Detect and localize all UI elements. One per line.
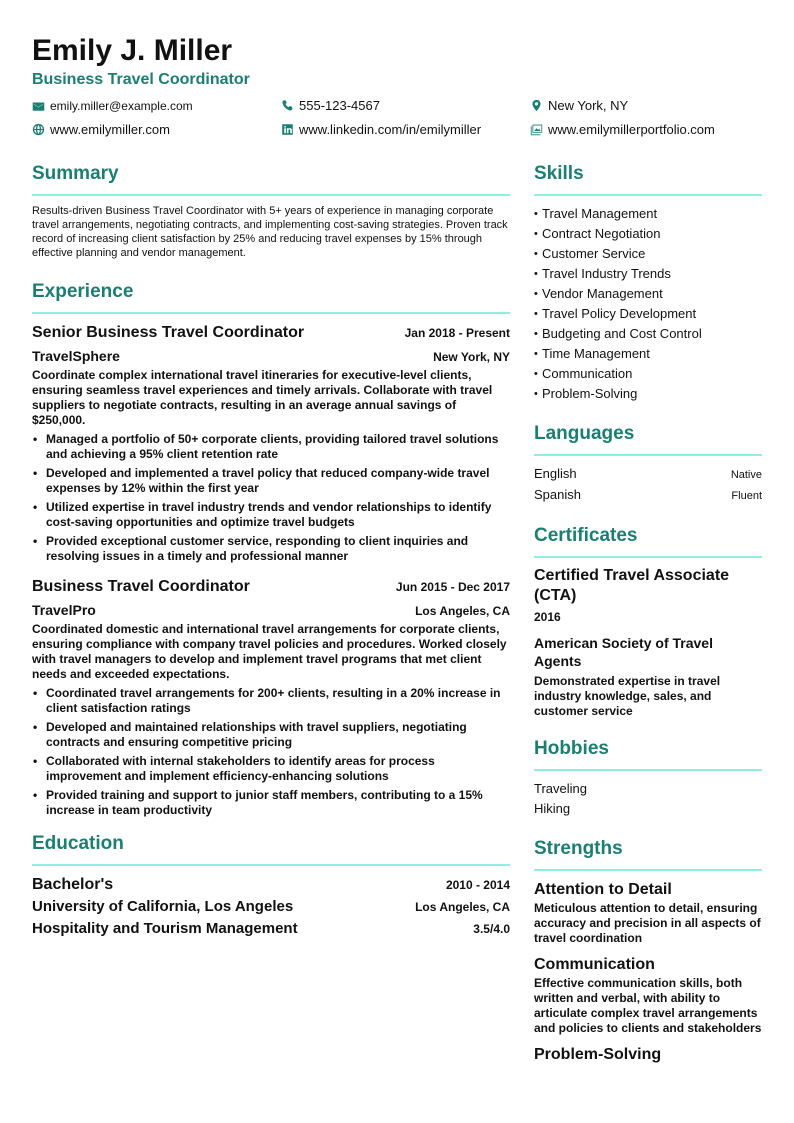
job-location: New York, NY <box>433 350 510 364</box>
job-location: Los Angeles, CA <box>415 604 510 618</box>
job-date: Jan 2018 - Present <box>404 326 510 340</box>
job-description: Coordinated domestic and international travel arrangements for corporate clients, ensuring compliance with company travel policies and procedures. Worked closely with travel managers to develop and implement travel programs that met client needs and exceeded expectations. <box>32 622 507 681</box>
job-bullet: • Coordinated travel arrangements for 200+ clients, resulting in a 20% increase in client satisfaction ratings <box>32 686 510 716</box>
location-text: New York, NY <box>548 98 629 113</box>
skills-list <box>534 204 762 404</box>
website-text: www.emilymiller.com <box>50 122 170 137</box>
job-entry <box>32 322 510 564</box>
job-bullets <box>32 432 510 564</box>
language-item <box>534 464 762 485</box>
job-bullet: • Managed a portfolio of 50+ corporate clients, providing tailored travel solutions and achieving a 95% client retention rate <box>32 432 510 462</box>
phone-text: 555-123-4567 <box>299 98 380 113</box>
education-years: 2010 - 2014 <box>445 878 510 892</box>
contact-email[interactable] <box>32 99 193 113</box>
map-pin-icon <box>530 99 543 112</box>
certificates-heading: Certificates <box>534 522 762 558</box>
certificate-issuer: American Society of Travel Agents <box>534 635 713 669</box>
skill-item: • Travel Policy Development <box>534 304 762 324</box>
hobbies-heading: Hobbies <box>534 735 762 771</box>
globe-icon <box>32 123 45 136</box>
certificate-description: Demonstrated expertise in travel industry knowledge, sales, and customer service <box>534 674 721 718</box>
job-bullets <box>32 686 510 818</box>
language-level: Fluent <box>731 490 762 502</box>
education-gpa: 3.5/4.0 <box>473 922 510 936</box>
job-entry <box>32 576 510 818</box>
skill-item: • Budgeting and Cost Control <box>534 324 762 344</box>
skill-item: • Customer Service <box>534 244 762 264</box>
education-location: Los Angeles, CA <box>415 900 510 914</box>
language-item <box>534 485 762 506</box>
contact-linkedin[interactable] <box>281 122 481 137</box>
certificate-name: Certified Travel Associate (CTA) <box>534 567 730 604</box>
language-name: Spanish <box>534 487 581 502</box>
education-degree: Bachelor's <box>32 876 114 893</box>
skill-item: • Contract Negotiation <box>534 224 762 244</box>
skill-item: • Problem-Solving <box>534 384 762 404</box>
candidate-name: Emily J. Miller <box>32 34 233 67</box>
resume-header <box>32 32 762 90</box>
language-name: English <box>534 466 577 481</box>
job-bullet: • Provided training and support to junior staff members, contributing to a 15% increase in team productivity <box>32 788 510 818</box>
strengths-heading: Strengths <box>534 835 762 871</box>
linkedin-icon <box>281 123 294 136</box>
job-bullet: • Developed and implemented a travel policy that reduced company-wide travel expenses by 12% within the first year <box>32 466 510 496</box>
summary-heading: Summary <box>32 160 510 196</box>
job-bullet: • Collaborated with internal stakeholders to identify areas for process improvement and implement efficiency-enhancing solutions <box>32 754 510 784</box>
strength-title: Problem-Solving <box>534 1046 662 1063</box>
hobby-item: Traveling <box>534 781 587 796</box>
contact-phone[interactable] <box>281 98 380 113</box>
job-date: Jun 2015 - Dec 2017 <box>395 580 510 594</box>
strength-title: Communication <box>534 956 655 973</box>
skill-item: • Travel Industry Trends <box>534 264 762 284</box>
strength-title: Attention to Detail <box>534 881 672 898</box>
strength-description: Effective communication skills, both written and verbal, with ability to articulate complex travel arrangements and policies to clients and stakeholders <box>534 976 762 1035</box>
portfolio-icon <box>530 123 543 136</box>
skills-heading: Skills <box>534 160 762 196</box>
education-school: University of California, Los Angeles <box>32 898 294 915</box>
skill-item: • Travel Management <box>534 204 762 224</box>
skill-item: • Time Management <box>534 344 762 364</box>
job-company: TravelSphere <box>32 348 120 364</box>
languages-heading: Languages <box>534 420 762 456</box>
candidate-role: Business Travel Coordinator <box>32 71 250 88</box>
skill-item: • Vendor Management <box>534 284 762 304</box>
job-title: Senior Business Travel Coordinator <box>32 324 305 341</box>
hobby-item: Hiking <box>534 801 571 816</box>
job-title: Business Travel Coordinator <box>32 578 250 595</box>
job-company: TravelPro <box>32 602 96 618</box>
contact-location <box>530 98 628 113</box>
education-field: Hospitality and Tourism Management <box>32 920 298 937</box>
email-icon <box>32 100 45 113</box>
left-column <box>32 160 510 940</box>
skill-item: • Communication <box>534 364 762 384</box>
job-description: Coordinate complex international travel itineraries for executive-level clients, ensuring seamless travel experiences and timely arrivals. Collaborate with travel suppliers to negotiate contracts, resulting in an average annual savings of $250,000. <box>32 368 493 427</box>
job-bullet: • Provided exceptional customer service, responding to client inquiries and resolving issues in a timely and professional manner <box>32 534 510 564</box>
certificate-year: 2016 <box>534 610 561 624</box>
linkedin-text: www.linkedin.com/in/emilymiller <box>299 122 482 137</box>
summary-text: Results-driven Business Travel Coordinator with 5+ years of experience in managing corporate travel arrangements, negotiating contracts, and implementing cost-saving strategies. Proven track record of increasing client satisfaction by 25% and reducing travel expenses by 15% through effective planning and vendor management. <box>32 205 508 259</box>
education-heading: Education <box>32 830 510 866</box>
email-text: emily.miller@example.com <box>50 99 193 113</box>
portfolio-text: www.emilymillerportfolio.com <box>548 122 715 137</box>
job-bullet: • Developed and maintained relationships with travel suppliers, negotiating contracts and ensuring competitive pricing <box>32 720 510 750</box>
experience-heading: Experience <box>32 278 510 314</box>
strength-description: Meticulous attention to detail, ensuring accuracy and precision in all aspects of travel coordination <box>534 901 761 945</box>
right-column <box>534 160 762 1066</box>
job-bullet: • Utilized expertise in travel industry trends and vendor relationships to identify cost-saving opportunities and optimize travel budgets <box>32 500 510 530</box>
phone-icon <box>281 99 294 112</box>
language-level: Native <box>730 469 762 481</box>
contact-portfolio[interactable] <box>530 122 715 137</box>
contact-website[interactable] <box>32 122 170 137</box>
